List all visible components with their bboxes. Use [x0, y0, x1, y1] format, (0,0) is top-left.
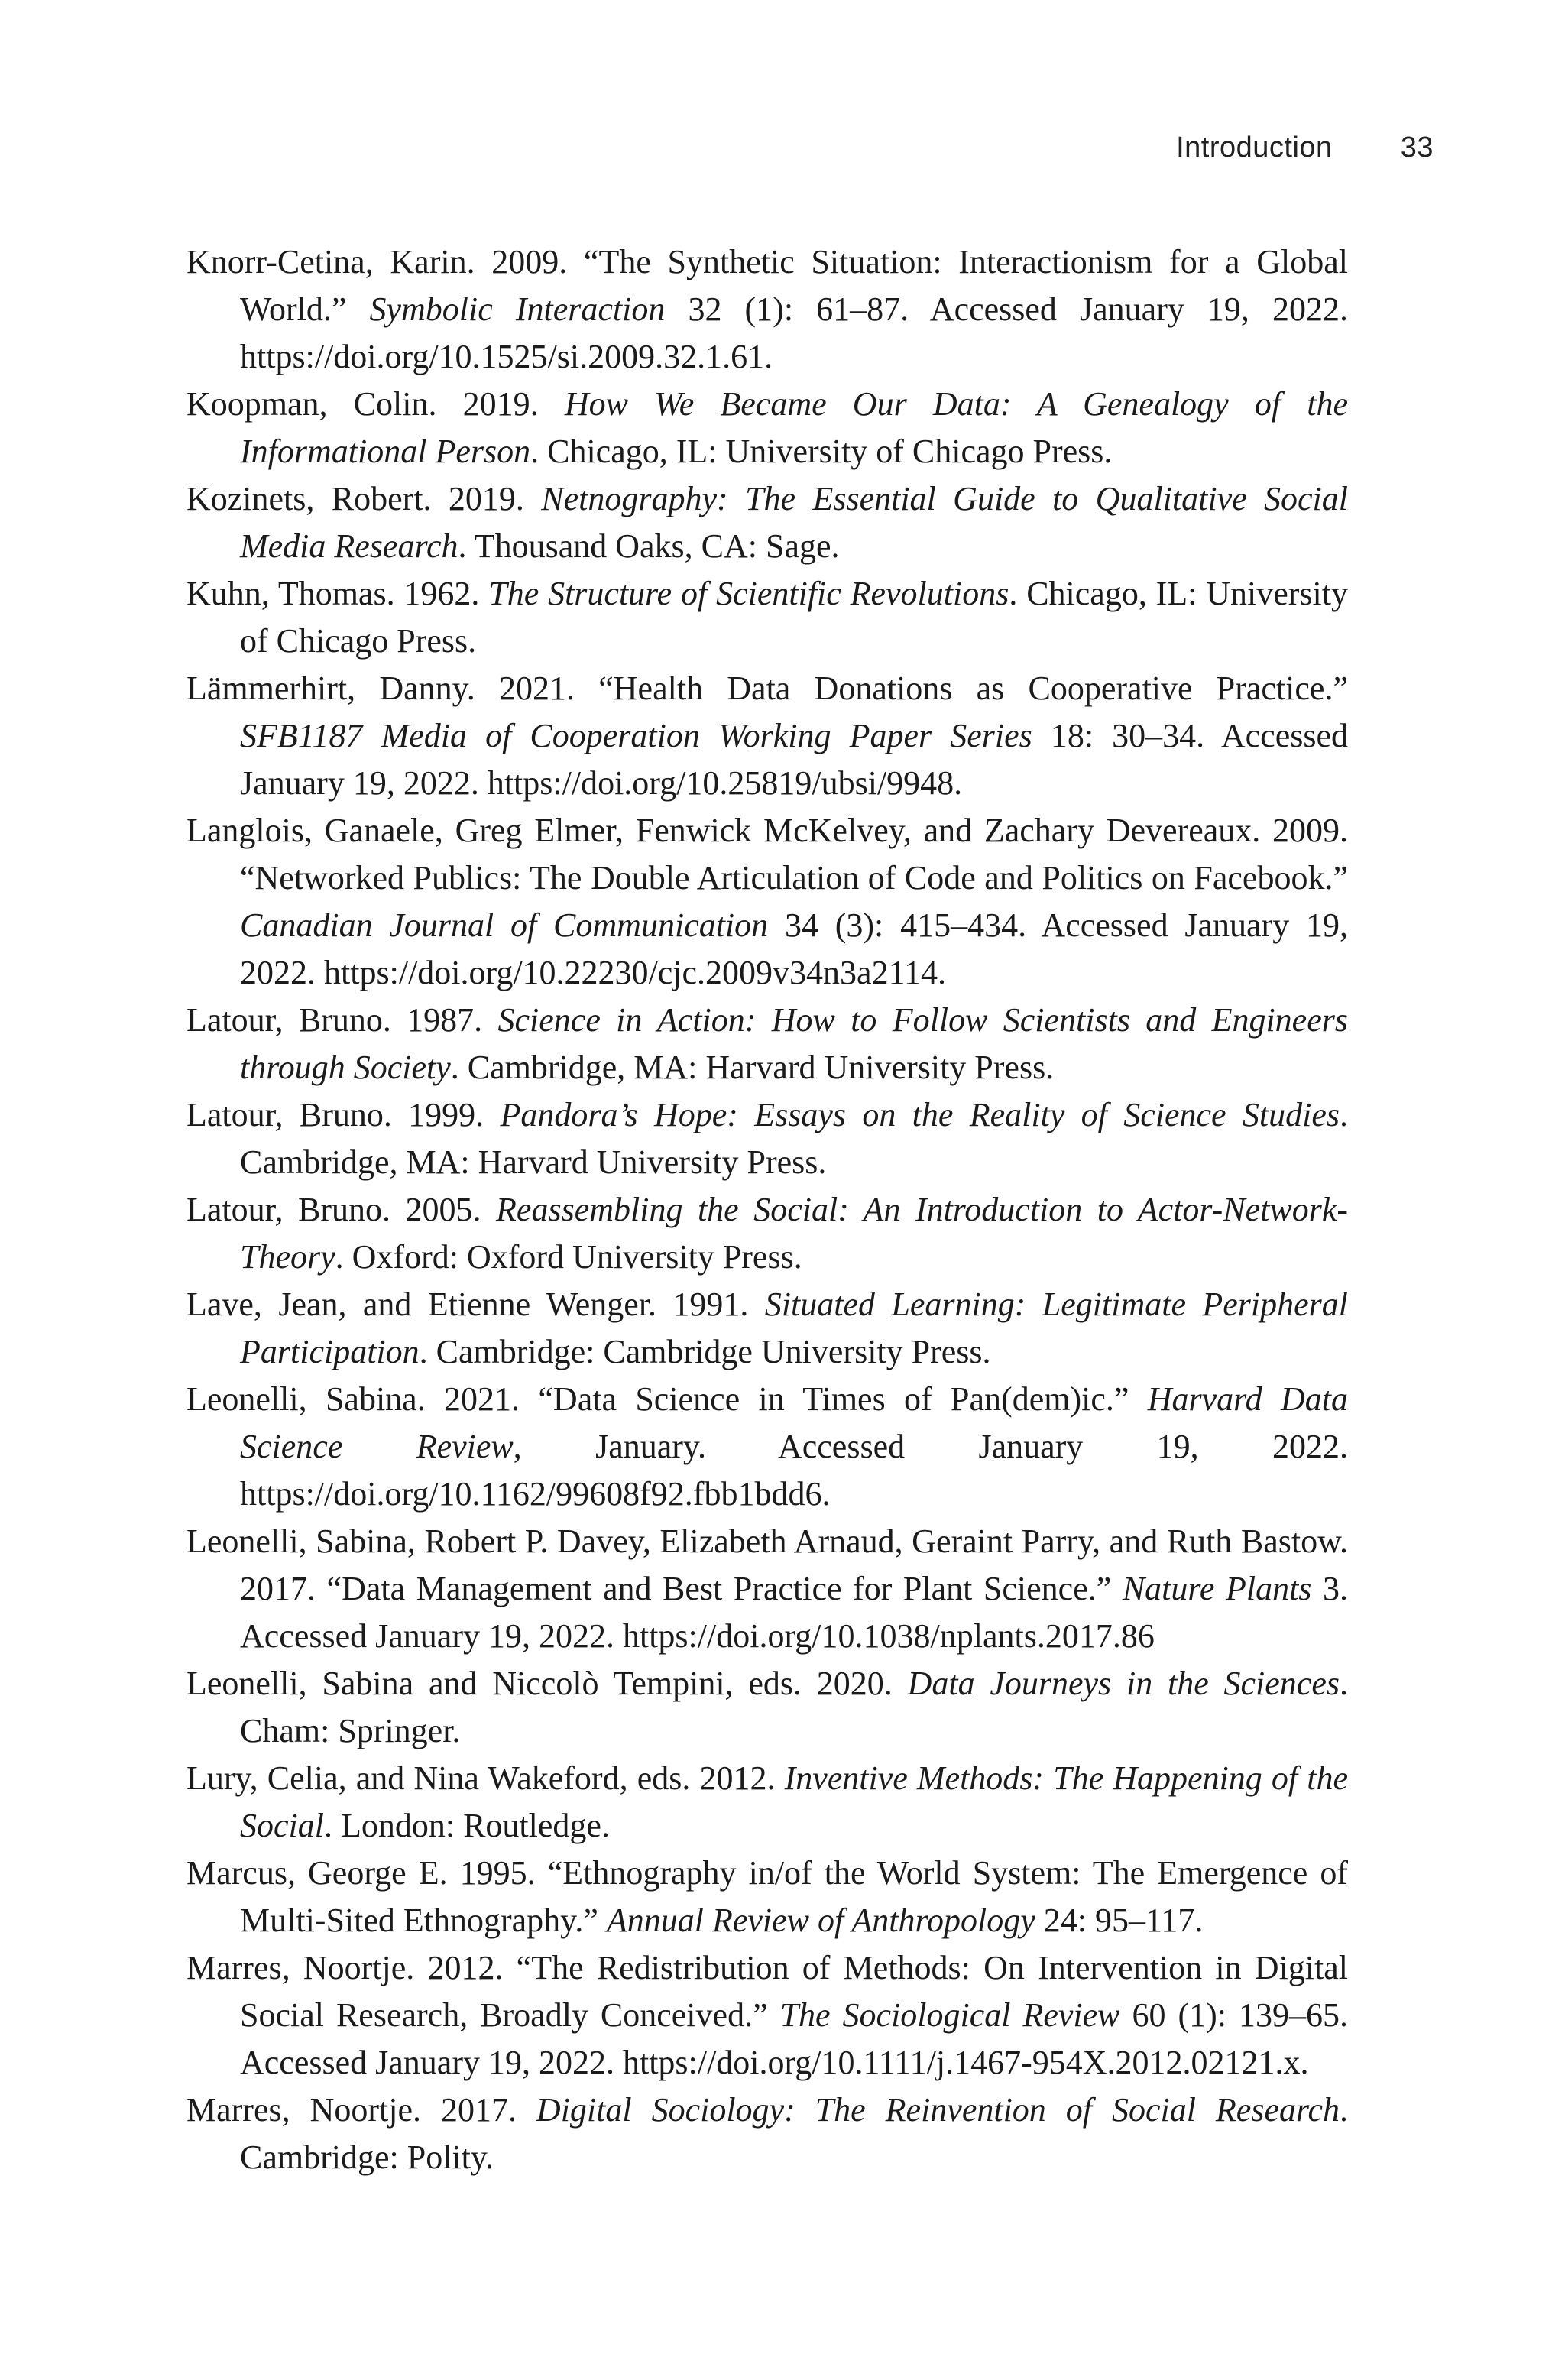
reference-text: 18: 30–34. Accessed January 19, 2022. https://doi.org/10.25819/ubsi/9948.: [240, 717, 1348, 802]
reference-text: . London: Routledge.: [323, 1807, 610, 1844]
reference-title: How We Became Our Data: A Genealogy of the Informational Person: [240, 385, 1348, 470]
reference-text: Marres, Noortje. 2017.: [186, 2091, 536, 2129]
reference-text: Kozinets, Robert. 2019.: [186, 480, 542, 517]
reference-text: 60 (1): 139–65. Accessed January 19, 2022. https://doi.org/10.1111/j.1467-954X.2012.02121.x.: [240, 1996, 1348, 2081]
reference-text: . Cambridge, MA: Harvard University Press.: [240, 1096, 1348, 1181]
reference-entry: [186, 1944, 1348, 2087]
reference-entry: [186, 570, 1348, 665]
reference-text: Lämmerhirt, Danny. 2021. “Health Data Donations as Cooperative Practice.”: [186, 670, 1348, 707]
reference-text: Latour, Bruno. 2005.: [186, 1191, 497, 1228]
page-number: 33: [1400, 131, 1434, 164]
reference-text: Langlois, Ganaele, Greg Elmer, Fenwick McKelvey, and Zachary Devereaux. 2009. “Networked Publics: The Double Articulation of Code and Politics on Facebook.”: [186, 812, 1348, 897]
reference-text: Marres, Noortje. 2012. “The Redistribution of Methods: On Intervention in Digital Social Research, Broadly Conceived.”: [186, 1949, 1348, 2034]
section-title: Introduction: [1176, 131, 1333, 164]
reference-text: . Cambridge: Cambridge University Press.: [419, 1333, 991, 1370]
reference-text: . Chicago, IL: University of Chicago Press.: [240, 575, 1348, 660]
reference-entry: [186, 1850, 1348, 1944]
reference-title: Digital Sociology: The Reinvention of Social Research: [536, 2091, 1340, 2129]
reference-entry: [186, 475, 1348, 570]
reference-entry: [186, 807, 1348, 997]
reference-title: Nature Plants: [1122, 1570, 1312, 1607]
reference-title: Pandora’s Hope: Essays on the Reality of Science Studies: [500, 1096, 1340, 1133]
reference-entry: [186, 238, 1348, 381]
reference-text: . Thousand Oaks, CA: Sage.: [458, 527, 840, 565]
reference-text: Kuhn, Thomas. 1962.: [186, 575, 489, 612]
reference-text: . Chicago, IL: University of Chicago Press.: [530, 433, 1113, 470]
reference-list: [186, 238, 1348, 2181]
reference-entry: [186, 1376, 1348, 1518]
reference-text: 3. Accessed January 19, 2022. https://doi.org/10.1038/nplants.2017.86: [240, 1570, 1348, 1655]
reference-title: Netnography: The Essential Guide to Qualitative Social Media Research: [240, 480, 1348, 565]
reference-text: Marcus, George E. 1995. “Ethnography in/of the World System: The Emergence of Multi-Sited Ethnography.”: [186, 1854, 1348, 1939]
reference-title: Symbolic Interaction: [369, 290, 666, 328]
reference-title: Science in Action: How to Follow Scientists and Engineers through Society: [240, 1001, 1348, 1086]
reference-title: The Sociological Review: [779, 1996, 1120, 2034]
reference-entry: [186, 1660, 1348, 1755]
reference-text: 34 (3): 415–434. Accessed January 19, 2022. https://doi.org/10.22230/cjc.2009v34n3a2114.: [240, 906, 1348, 991]
reference-text: . Cambridge: Polity.: [240, 2091, 1348, 2176]
reference-text: . Cambridge, MA: Harvard University Press.: [450, 1049, 1055, 1086]
reference-text: Lave, Jean, and Etienne Wenger. 1991.: [186, 1286, 765, 1323]
reference-text: 32 (1): 61–87. Accessed January 19, 2022. https://doi.org/10.1525/si.2009.32.1.61.: [240, 290, 1348, 375]
reference-entry: [186, 2087, 1348, 2181]
reference-text: Koopman, Colin. 2019.: [186, 385, 565, 423]
reference-title: Situated Learning: Legitimate Peripheral Participation: [240, 1286, 1348, 1370]
reference-entry: [186, 997, 1348, 1091]
reference-entry: [186, 1091, 1348, 1186]
reference-entry: [186, 1281, 1348, 1376]
reference-entry: [186, 665, 1348, 807]
reference-text: Leonelli, Sabina and Niccolò Tempini, eds. 2020.: [186, 1665, 908, 1702]
reference-entry: [186, 1186, 1348, 1281]
reference-text: Leonelli, Sabina, Robert P. Davey, Elizabeth Arnaud, Geraint Parry, and Ruth Bastow. 2017. “Data Management and Best Practice for Plant Science.”: [186, 1522, 1348, 1607]
reference-title: Inventive Methods: The Happening of the Social: [240, 1759, 1348, 1844]
reference-text: , January. Accessed January 19, 2022. https://doi.org/10.1162/99608f92.fbb1bdd6.: [240, 1428, 1348, 1513]
reference-title: Canadian Journal of Communication: [240, 906, 769, 944]
reference-text: Knorr-Cetina, Karin. 2009. “The Synthetic Situation: Interactionism for a Global World.”: [186, 243, 1348, 328]
reference-text: . Oxford: Oxford University Press.: [335, 1238, 802, 1276]
reference-title: Reassembling the Social: An Introduction to Actor-Network-Theory: [240, 1191, 1348, 1276]
reference-title: Data Journeys in the Sciences: [907, 1665, 1340, 1702]
reference-text: Lury, Celia, and Nina Wakeford, eds. 2012.: [186, 1759, 785, 1797]
reference-text: 24: 95–117.: [1035, 1902, 1204, 1939]
reference-text: Latour, Bruno. 1987.: [186, 1001, 498, 1039]
reference-title: Harvard Data Science Review: [240, 1380, 1348, 1465]
reference-text: Latour, Bruno. 1999.: [186, 1096, 501, 1133]
reference-entry: [186, 381, 1348, 475]
reference-title: The Structure of Scientific Revolutions: [488, 575, 1009, 612]
reference-text: Leonelli, Sabina. 2021. “Data Science in Times of Pan(dem)ic.”: [186, 1380, 1148, 1418]
reference-title: SFB1187 Media of Cooperation Working Paper Series: [240, 717, 1032, 754]
reference-entry: [186, 1755, 1348, 1850]
reference-entry: [186, 1518, 1348, 1660]
running-header: [1176, 131, 1434, 164]
reference-text: . Cham: Springer.: [240, 1665, 1348, 1749]
reference-title: Annual Review of Anthropology: [606, 1902, 1035, 1939]
